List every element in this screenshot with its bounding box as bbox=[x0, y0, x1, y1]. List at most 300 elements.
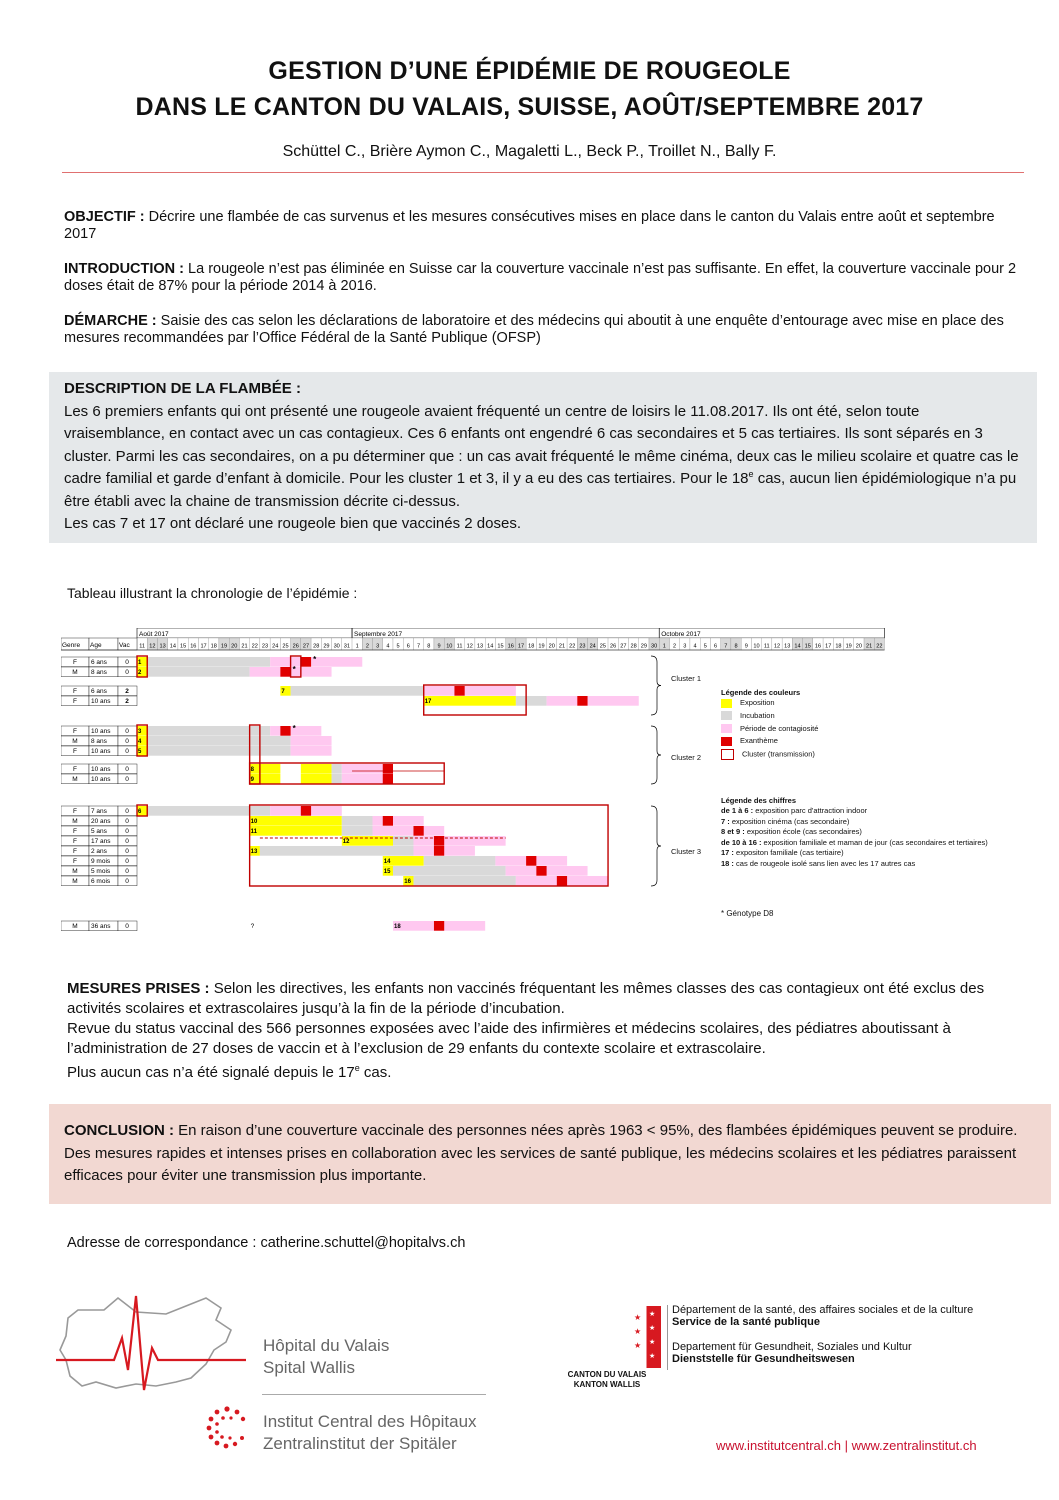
day-label: 12 bbox=[773, 643, 781, 650]
day-label: 22 bbox=[569, 643, 576, 650]
day-label: 11 bbox=[763, 643, 770, 650]
exanthem-bar bbox=[301, 657, 311, 667]
legend-number-text: exposition familiale et maman de jour (cas secondaires et tertiaires) bbox=[761, 837, 988, 847]
legend-colors-title: Légende des couleurs bbox=[721, 688, 801, 697]
day-label: 2 bbox=[365, 643, 369, 650]
day-label: 28 bbox=[630, 643, 637, 650]
row-genre: F bbox=[73, 848, 77, 855]
exanthem-bar bbox=[280, 726, 290, 736]
case-number-label: 17 bbox=[424, 699, 432, 705]
row-genre: F bbox=[73, 728, 77, 735]
column-header-label: Age bbox=[90, 642, 102, 649]
row-vac: 0 bbox=[125, 766, 129, 773]
day-label: 30 bbox=[333, 643, 340, 650]
institut-name-de: Zentralinstitut der Spitäler bbox=[263, 1434, 457, 1453]
incubation-bar bbox=[393, 836, 413, 846]
legend-number-item bbox=[721, 827, 988, 838]
day-label: 23 bbox=[579, 643, 586, 650]
day-label: 4 bbox=[693, 643, 697, 650]
day-label: 31 bbox=[343, 643, 351, 650]
day-label: 1 bbox=[662, 643, 666, 650]
legend-number-text: exposition parc d'attraction indoor bbox=[753, 806, 868, 815]
day-label: 8 bbox=[734, 643, 738, 650]
dept-de-service: Dienststelle für Gesundheitswesen bbox=[672, 1353, 855, 1365]
case-number-label: 14 bbox=[383, 859, 391, 865]
legend-swatch bbox=[721, 699, 732, 708]
day-label: 27 bbox=[302, 643, 310, 650]
row-vac: 0 bbox=[125, 808, 129, 815]
legend-color-label: Période de contagiosité bbox=[740, 723, 819, 733]
mesures-label: MESURES PRISES : bbox=[67, 980, 210, 997]
svg-text:★: ★ bbox=[649, 1338, 656, 1346]
exposure-bar bbox=[250, 816, 342, 826]
day-label: 12 bbox=[149, 643, 156, 650]
contagious-bar bbox=[413, 846, 474, 856]
row-vac: 0 bbox=[125, 923, 129, 930]
exposure-bar bbox=[301, 764, 332, 774]
legend-number-text: expositon familiale (cas tertiaire) bbox=[733, 848, 844, 858]
row-age: 9 mois bbox=[91, 858, 111, 865]
day-label: 22 bbox=[251, 643, 258, 650]
exanthem-bar bbox=[383, 774, 393, 784]
day-label: 29 bbox=[640, 643, 647, 650]
row-genre: M bbox=[72, 669, 78, 676]
day-label: 19 bbox=[220, 643, 228, 650]
mesures-text-4: cas. bbox=[359, 1064, 392, 1081]
day-label: 23 bbox=[261, 643, 269, 650]
legend-color-label: Exanthème bbox=[740, 736, 778, 746]
contagious-bar bbox=[291, 736, 332, 746]
legend-number-text: exposition cinéma (cas secondaire) bbox=[729, 816, 850, 826]
conclusion-label: CONCLUSION : bbox=[64, 1122, 174, 1139]
row-age: 6 mois bbox=[91, 878, 111, 885]
row-age: 17 ans bbox=[91, 838, 111, 845]
day-label: 29 bbox=[323, 643, 330, 650]
day-label: 21 bbox=[558, 643, 566, 650]
day-label: 13 bbox=[476, 643, 484, 650]
incubation-bar bbox=[342, 826, 373, 836]
month-header-cell bbox=[137, 628, 352, 638]
legend-number-item bbox=[721, 859, 988, 870]
legend-color-label: Incubation bbox=[740, 710, 775, 720]
day-label: 8 bbox=[427, 643, 431, 650]
case-number-label: 10 bbox=[250, 819, 258, 825]
legend-number-key: de 10 à 16 : bbox=[721, 837, 762, 847]
mesures-text-2: Revue du status vaccinal des 566 personnes exposées avec l’aide des infirmières et médecins scolaires, des pédiatres aboutissant à l’administration de 27 doses de vaccin et à l’exclusion de 29 enfants du contexte scolaire et extrascolaire. bbox=[67, 1020, 951, 1057]
legend-number-text: exposition école (cas secondaires) bbox=[744, 827, 862, 837]
genotype-note: * Génotype D8 bbox=[721, 909, 774, 918]
demarche-paragraph bbox=[64, 313, 1024, 347]
dept-fr: Département de la santé, des affaires sociales et de la culture bbox=[672, 1304, 974, 1316]
conclusion-box bbox=[49, 1104, 1051, 1204]
row-age: 2 ans bbox=[91, 848, 107, 855]
legend-number-item bbox=[721, 806, 988, 817]
contagious-bar bbox=[413, 836, 505, 846]
demarche-text: Saisie des cas selon les déclarations de laboratoire et des médecins qui aboutit à une enquête d’entourage avec mise en place des mesures recommandées par l’Office Fédéral de la Santé Publique (OFSP) bbox=[64, 313, 1004, 346]
day-label: 7 bbox=[417, 643, 421, 650]
row-genre: F bbox=[73, 688, 77, 695]
svg-text:★: ★ bbox=[649, 1352, 656, 1360]
legend-number-key: 8 et 9 : bbox=[721, 827, 745, 837]
day-label: 17 bbox=[825, 643, 832, 650]
incubation-bar bbox=[516, 696, 547, 706]
day-label: 7 bbox=[724, 643, 728, 650]
day-label: 16 bbox=[507, 643, 514, 650]
row-genre: F bbox=[73, 838, 77, 845]
genotype-star: * bbox=[292, 724, 296, 733]
day-label: 13 bbox=[159, 643, 166, 650]
introduction-text: La rougeole n’est pas éliminée en Suisse car la couverture vaccinale n’est pas suffisante. En effet, la couverture vaccinale pour 2 doses était de 87% pour la période 2014 à 2016. bbox=[64, 261, 1017, 294]
exanthem-bar bbox=[280, 667, 290, 677]
epidemic-timeline bbox=[61, 628, 1059, 938]
row-vac: 0 bbox=[125, 669, 129, 676]
legend-color-item bbox=[721, 698, 818, 711]
row-vac: 0 bbox=[125, 728, 129, 735]
unknown-link-mark: ? bbox=[250, 923, 255, 930]
day-label: 15 bbox=[804, 643, 811, 650]
legend-number-key: de 1 à 6 : bbox=[721, 806, 754, 815]
legend-color-item bbox=[721, 736, 818, 749]
row-genre: F bbox=[73, 808, 77, 815]
incubation-bar bbox=[260, 846, 414, 856]
day-label: 21 bbox=[866, 643, 873, 650]
mesures-section bbox=[67, 979, 1027, 1083]
row-vac: 0 bbox=[125, 659, 129, 666]
row-vac: 0 bbox=[125, 838, 129, 845]
description-text-3: Les cas 7 et 17 ont déclaré une rougeole bien que vaccinés 2 doses. bbox=[64, 515, 521, 532]
row-genre: M bbox=[72, 776, 78, 783]
row-vac: 2 bbox=[125, 698, 129, 705]
exanthem-bar bbox=[526, 856, 536, 866]
case-number-label: 13 bbox=[250, 849, 258, 855]
day-label: 22 bbox=[876, 643, 883, 650]
day-label: 10 bbox=[446, 643, 453, 650]
description-text-2: cas, aucun lien épidémiologique n’a pu être établi avec la chaine de transmission décrite ci-dessus. bbox=[64, 470, 1017, 510]
row-age: 5 mois bbox=[91, 868, 111, 875]
introduction-label: INTRODUCTION : bbox=[64, 261, 185, 277]
case-number-label: 11 bbox=[250, 829, 257, 835]
canton-valais-coat-of-arms-icon bbox=[631, 1306, 663, 1368]
incubation-bar bbox=[147, 667, 249, 677]
incubation-bar bbox=[332, 774, 342, 784]
svg-text:★: ★ bbox=[649, 1310, 656, 1318]
dept-de: Departement für Gesundheit, Soziales und Kultur bbox=[672, 1341, 912, 1353]
day-label: 16 bbox=[814, 643, 822, 650]
legend-number-key: 18 : bbox=[721, 858, 734, 868]
day-label: 9 bbox=[437, 643, 441, 650]
row-age: 8 ans bbox=[91, 738, 107, 745]
institut-central-logo-icon bbox=[204, 1404, 250, 1450]
day-label: 13 bbox=[784, 643, 791, 650]
title-line-1: GESTION D’UNE ÉPIDÉMIE DE ROUGEOLE bbox=[268, 57, 791, 85]
day-label: 25 bbox=[282, 643, 289, 650]
exanthem-bar bbox=[454, 686, 464, 696]
legend-number-item bbox=[721, 848, 988, 859]
incubation-bar bbox=[147, 736, 290, 746]
legend-color-item bbox=[721, 724, 818, 737]
row-age: 6 ans bbox=[91, 688, 107, 695]
exposure-bar bbox=[424, 696, 516, 706]
day-label: 1 bbox=[355, 643, 359, 650]
incubation-bar bbox=[342, 816, 373, 826]
row-genre: M bbox=[72, 878, 78, 885]
day-label: 15 bbox=[497, 643, 504, 650]
cluster-3-label: Cluster 3 bbox=[671, 847, 702, 856]
row-genre: M bbox=[72, 818, 78, 825]
day-label: 11 bbox=[456, 643, 463, 650]
incubation-bar bbox=[291, 686, 424, 696]
row-vac: 0 bbox=[125, 776, 129, 783]
day-label: 10 bbox=[753, 643, 760, 650]
day-label: 24 bbox=[272, 643, 279, 650]
day-label: 27 bbox=[620, 643, 627, 650]
row-vac: 0 bbox=[125, 828, 129, 835]
case-number-label: 1 bbox=[138, 660, 142, 666]
svg-text:★: ★ bbox=[634, 1313, 642, 1322]
month-label: Septembre 2017 bbox=[354, 631, 403, 638]
objectif-label: OBJECTIF : bbox=[64, 209, 145, 225]
exanthem-bar bbox=[557, 876, 567, 886]
row-genre: F bbox=[73, 748, 77, 755]
row-genre: F bbox=[73, 858, 77, 865]
institut-name-fr: Institut Central des Hôpitaux bbox=[263, 1412, 477, 1431]
cluster-2-label: Cluster 2 bbox=[671, 753, 702, 762]
exanthem-bar bbox=[434, 836, 444, 846]
legend-swatch bbox=[721, 749, 734, 760]
legend-color-label: Exposition bbox=[740, 698, 775, 707]
description-box bbox=[49, 372, 1037, 543]
row-vac: 0 bbox=[125, 738, 129, 745]
row-age: 7 ans bbox=[91, 808, 107, 815]
row-age: 36 ans bbox=[91, 923, 111, 930]
logo-divider bbox=[262, 1394, 486, 1395]
row-genre: F bbox=[73, 698, 77, 705]
objectif-paragraph bbox=[64, 209, 1024, 243]
day-label: 14 bbox=[487, 643, 494, 650]
svg-text:★: ★ bbox=[649, 1324, 656, 1332]
case-number-label: 4 bbox=[138, 739, 142, 745]
objectif-text: Décrire une flambée de cas survenus et les mesures consécutives mises en place dans le canton du Valais entre août et septembre 2017 bbox=[64, 209, 995, 242]
mesures-superscript: e bbox=[354, 1063, 360, 1073]
exposure-bar bbox=[301, 774, 332, 784]
row-vac: 0 bbox=[125, 848, 129, 855]
legend-swatch bbox=[721, 711, 732, 720]
contagious-bar bbox=[547, 696, 639, 706]
row-genre: F bbox=[73, 659, 77, 666]
case-number-label: 16 bbox=[404, 879, 411, 885]
legend-swatch bbox=[721, 737, 732, 746]
day-label: 18 bbox=[835, 643, 842, 650]
row-vac: 0 bbox=[125, 818, 129, 825]
canton-name bbox=[567, 1370, 647, 1390]
exanthem-bar bbox=[536, 866, 546, 876]
cluster-2-brace bbox=[651, 726, 661, 784]
table-caption: Tableau illustrant la chronologie de l’épidémie : bbox=[67, 585, 358, 601]
incubation-bar bbox=[413, 876, 515, 886]
day-label: 9 bbox=[744, 643, 748, 650]
day-label: 17 bbox=[200, 643, 207, 650]
day-label: 5 bbox=[396, 643, 400, 650]
incubation-bar bbox=[147, 726, 270, 736]
cluster-1-brace bbox=[651, 656, 661, 715]
legend-swatch bbox=[721, 724, 732, 733]
header-rule bbox=[62, 172, 1024, 173]
day-label: 19 bbox=[538, 643, 545, 650]
legend-color-item bbox=[721, 749, 818, 762]
case-number-label: 15 bbox=[383, 869, 391, 875]
genotype-star: * bbox=[292, 665, 296, 674]
mesures-text: Selon les directives, les enfants non vaccinés fréquentant les mêmes classes des cas contagieux ont été exclus des activités scolaires et extrascolaires jusqu’à la fin de la période d’incubation. bbox=[67, 980, 985, 1017]
day-label: 24 bbox=[589, 643, 596, 650]
mesures-text-3: Plus aucun cas n’a été signalé depuis le 17 bbox=[67, 1064, 355, 1081]
legend-number-key: 17 : bbox=[721, 848, 734, 858]
exposure-bar bbox=[250, 826, 342, 836]
day-label: 14 bbox=[169, 643, 176, 650]
exposure-bar bbox=[250, 774, 281, 784]
footer-url-link[interactable]: www.institutcentral.ch | www.zentralinstitut.ch bbox=[716, 1438, 977, 1453]
day-label: 6 bbox=[406, 643, 410, 650]
legend-number-item bbox=[721, 838, 988, 849]
row-vac: 0 bbox=[125, 878, 129, 885]
case-number-label: 9 bbox=[250, 777, 254, 783]
row-vac: 2 bbox=[125, 688, 129, 695]
day-label: 6 bbox=[713, 643, 718, 650]
day-label: 3 bbox=[683, 643, 687, 650]
case-number-label: 7 bbox=[281, 689, 285, 695]
row-genre: F bbox=[73, 766, 77, 773]
svg-text:★: ★ bbox=[634, 1341, 642, 1350]
day-label: 12 bbox=[466, 643, 473, 650]
day-label: 20 bbox=[231, 643, 238, 650]
day-label: 2 bbox=[673, 643, 677, 650]
row-vac: 0 bbox=[125, 748, 129, 755]
day-label: 30 bbox=[651, 643, 658, 650]
case-number-label: 8 bbox=[250, 767, 254, 773]
legend-color-item bbox=[721, 711, 818, 724]
contagious-bar bbox=[373, 816, 424, 826]
genotype-star: * bbox=[313, 655, 317, 664]
exanthem-bar bbox=[413, 826, 423, 836]
cluster-1-label: Cluster 1 bbox=[671, 674, 702, 683]
case-number-label: 18 bbox=[394, 924, 401, 930]
row-genre: F bbox=[73, 828, 77, 835]
timeline-grid bbox=[61, 628, 901, 938]
day-label: 20 bbox=[855, 643, 863, 650]
row-age: 10 ans bbox=[91, 698, 111, 705]
incubation-bar bbox=[147, 746, 290, 756]
legend-number-key: 7 : bbox=[721, 816, 730, 826]
row-age: 10 ans bbox=[91, 728, 111, 735]
row-vac: 0 bbox=[125, 858, 129, 865]
month-label: Août 2017 bbox=[139, 631, 169, 638]
day-label: 26 bbox=[610, 643, 617, 650]
legend-number-item bbox=[721, 817, 988, 828]
canton-name-fr: CANTON DU VALAIS bbox=[567, 1370, 647, 1379]
day-label: 26 bbox=[292, 643, 299, 650]
contagious-bar bbox=[424, 686, 516, 696]
row-age: 5 ans bbox=[91, 828, 107, 835]
row-genre: M bbox=[72, 923, 78, 930]
day-label: 18 bbox=[528, 643, 535, 650]
case-number-label: 3 bbox=[138, 729, 142, 735]
title-line-2: DANS LE CANTON DU VALAIS, SUISSE, AOÛT/SEPTEMBRE 2017 bbox=[135, 93, 924, 121]
case-number-label: 12 bbox=[342, 839, 350, 845]
day-label: 19 bbox=[845, 643, 852, 650]
incubation-bar bbox=[147, 806, 270, 816]
exanthem-bar bbox=[383, 764, 393, 774]
svg-text:★: ★ bbox=[634, 1327, 642, 1336]
correspondence-address: Adresse de correspondance : catherine.schuttel@hopitalvs.ch bbox=[67, 1235, 466, 1251]
incubation-bar bbox=[424, 856, 496, 866]
day-label: 5 bbox=[703, 643, 707, 650]
exanthem-bar bbox=[383, 816, 393, 826]
canton-name-de: KANTON WALLIS bbox=[573, 1380, 641, 1389]
demarche-label: DÉMARCHE : bbox=[64, 313, 157, 329]
row-age: 8 ans bbox=[91, 669, 107, 676]
day-label: 20 bbox=[548, 643, 555, 650]
conclusion-text: En raison d’une couverture vaccinale des personnes nées après 1963 < 95%, des flambées épidémiques peuvent se produire. Des mesures rapides et intenses prises en collaboration avec les services de santé publique, les médecins scolaires et les pédiatres paraissent efficaces pour éviter une transmission plus importante. bbox=[64, 1122, 1018, 1184]
column-header-label: Genre bbox=[62, 642, 81, 649]
case-number-label: 5 bbox=[138, 749, 142, 755]
contagious-bar bbox=[373, 826, 445, 836]
hopital-valais-logo-icon bbox=[56, 1290, 246, 1400]
day-label: 17 bbox=[517, 643, 525, 650]
exanthem-bar bbox=[434, 846, 444, 856]
exanthem-bar bbox=[577, 696, 587, 706]
day-label: 3 bbox=[376, 643, 380, 650]
authors: Schüttel C., Brière Aymon C., Magaletti L., Beck P., Troillet N., Bally F. bbox=[282, 143, 777, 160]
day-label: 11 bbox=[139, 643, 146, 650]
row-age: 10 ans bbox=[91, 766, 111, 773]
month-label: Octobre 2017 bbox=[661, 631, 701, 638]
row-genre: M bbox=[72, 738, 78, 745]
day-label: 14 bbox=[794, 643, 801, 650]
case-number-label: 2 bbox=[138, 670, 142, 676]
exanthem-bar bbox=[301, 806, 311, 816]
incubation-bar bbox=[332, 764, 342, 774]
row-genre: M bbox=[72, 868, 78, 875]
day-label: 18 bbox=[210, 643, 217, 650]
incubation-bar bbox=[147, 657, 270, 667]
legend-color-label: Cluster (transmission) bbox=[742, 749, 815, 759]
day-label: 16 bbox=[190, 643, 197, 650]
case-number-label: 6 bbox=[138, 809, 142, 815]
contagious-bar bbox=[291, 746, 332, 756]
row-age: 10 ans bbox=[91, 776, 111, 783]
description-superscript: e bbox=[748, 469, 754, 479]
column-header-label: Vac bbox=[119, 642, 130, 649]
row-age: 10 ans bbox=[91, 748, 111, 755]
row-age: 20 ans bbox=[91, 818, 111, 825]
legend-numbers bbox=[721, 796, 988, 870]
legend-number-text: cas de rougeole isolé sans lien avec les 17 autres cas bbox=[733, 858, 916, 868]
day-label: 25 bbox=[599, 643, 607, 650]
dept-divider bbox=[667, 1305, 668, 1370]
dept-fr-service: Service de la santé publique bbox=[672, 1316, 820, 1328]
hopital-name-de: Spital Wallis bbox=[263, 1358, 355, 1377]
incubation-bar bbox=[393, 866, 506, 876]
day-label: 15 bbox=[179, 643, 187, 650]
cluster-3-brace bbox=[651, 806, 661, 886]
row-age: 6 ans bbox=[91, 659, 107, 666]
day-label: 28 bbox=[313, 643, 320, 650]
exanthem-bar bbox=[434, 921, 444, 931]
day-label: 21 bbox=[241, 643, 248, 650]
description-text-1: Les 6 premiers enfants qui ont présenté une rougeole avaient fréquenté un centre de loisirs le 11.08.2017. Ils ont été, selon toute vraisemblance, en contact avec un cas contagieux. Ces 6 enfants ont engendré 6 cas secondaires et 5 cas tertiaires. Ils sont séparés en 3 cluster. Parmi les cas secondaires, on a pu déterminer que : un cas avait fréquenté le même cinéma, deux cas le milieu scolaire et quatre cas le cadre familial et garde d’enfant à domicile. Pour les cluster 1 et 3, il y a eu des cas tertiaires. Pour le 18 bbox=[64, 402, 1019, 487]
introduction-paragraph bbox=[64, 261, 1024, 295]
description-label: DESCRIPTION DE LA FLAMBÉE : bbox=[64, 380, 301, 397]
legend-numbers-title: Légende des chiffres bbox=[721, 796, 797, 805]
